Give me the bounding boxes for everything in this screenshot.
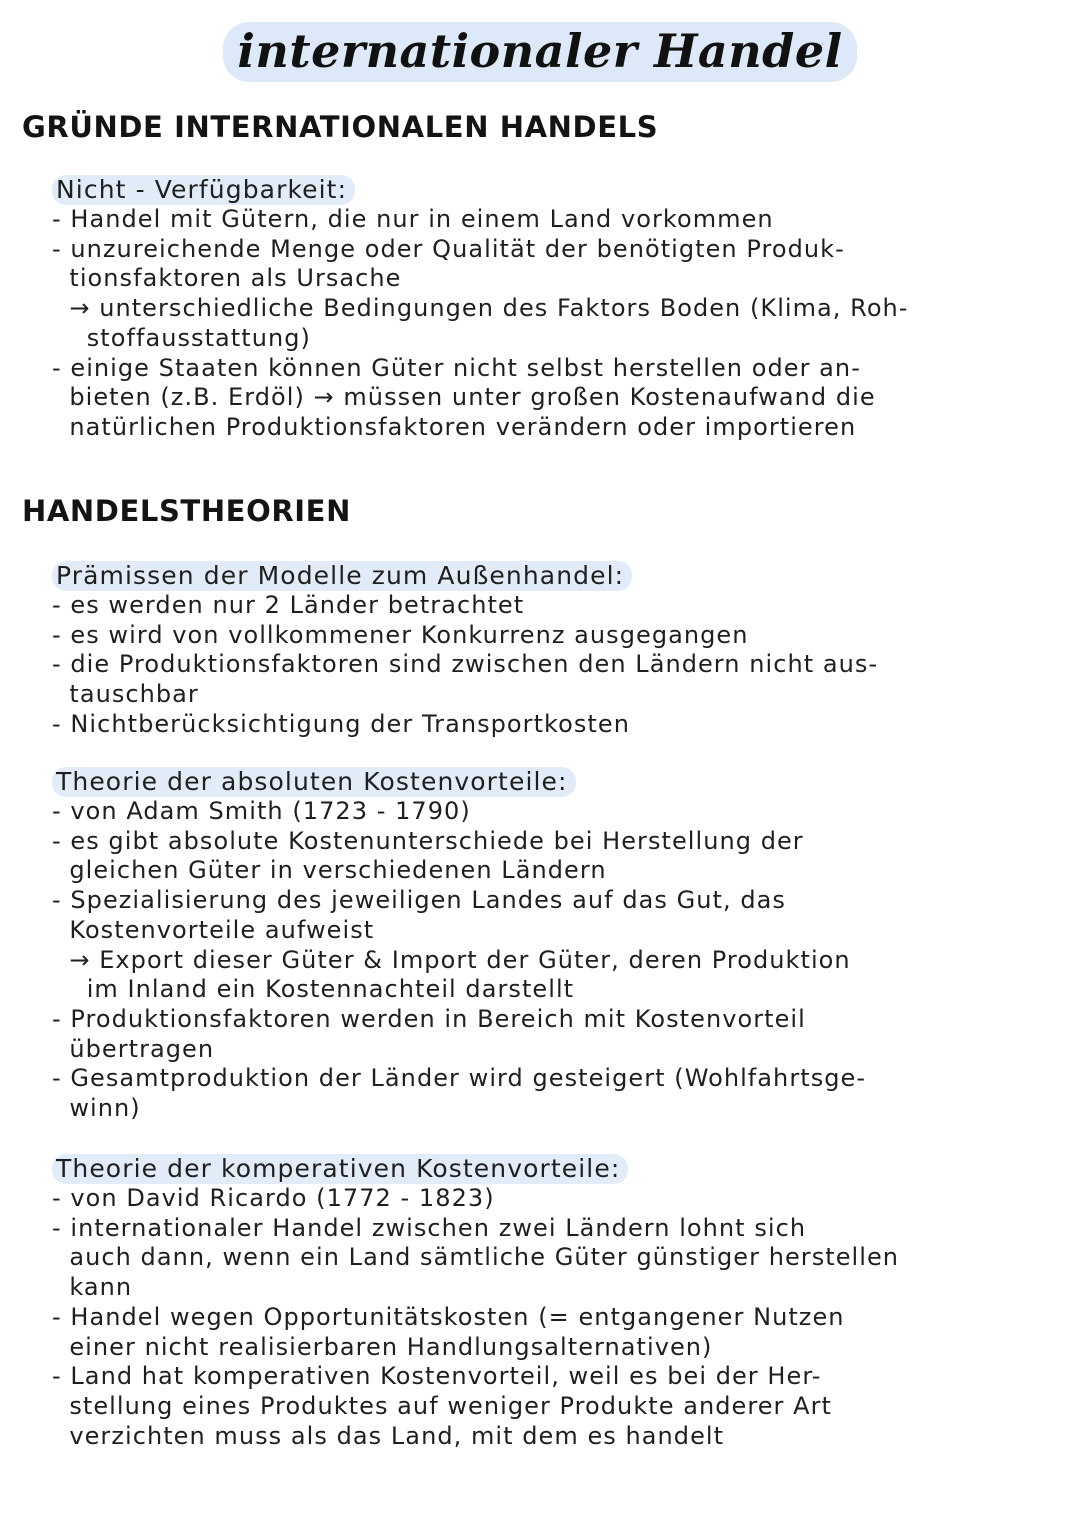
- page-title: internationaler Handel: [223, 22, 856, 82]
- text-line: kann: [52, 1273, 133, 1302]
- text-line: - Handel wegen Opportunitätskosten (= entgangener Nutzen: [52, 1302, 845, 1331]
- text-line: - die Produktionsfaktoren sind zwischen den Ländern nicht aus-: [52, 650, 879, 679]
- text-line: - unzureichende Menge oder Qualität der benötigten Produk-: [52, 234, 845, 263]
- text-line: - Nichtberücksichtigung der Transportkosten: [52, 709, 630, 738]
- text-line: → unterschiedliche Bedingungen des Faktors Boden (Klima, Roh-: [52, 294, 909, 323]
- subheading-non-availability: Nicht - Verfügbarkeit:: [52, 175, 355, 205]
- text-line: - Land hat komperativen Kostenvorteil, weil es bei der Her-: [52, 1362, 822, 1391]
- text-line: im Inland ein Kostennachteil darstellt: [52, 975, 575, 1004]
- section-heading-theories: HANDELSTHEORIEN: [22, 494, 351, 528]
- text-line: - von Adam Smith (1723 - 1790): [52, 797, 471, 825]
- text-line: auch dann, wenn ein Land sämtliche Güter günstiger herstellen: [52, 1243, 900, 1272]
- subheading-premises: Prämissen der Modelle zum Außenhandel:: [52, 561, 632, 591]
- text-line: einer nicht realisierbaren Handlungsalternativen): [52, 1332, 713, 1361]
- text-line: übertragen: [52, 1034, 215, 1063]
- title-area: [0, 22, 1080, 82]
- text-line: natürlichen Produktionsfaktoren verändern oder importieren: [52, 412, 857, 441]
- text-line: - internationaler Handel zwischen zwei Ländern lohnt sich: [52, 1213, 807, 1242]
- text-line: gleichen Güter in verschiedenen Ländern: [52, 856, 607, 885]
- block-comparative-advantage: [52, 1154, 1062, 1451]
- text-line: tauschbar: [52, 680, 199, 709]
- text-line: stellung eines Produktes auf weniger Produkte anderer Art: [52, 1391, 832, 1420]
- text-line: - es gibt absolute Kostenunterschiede bei Herstellung der: [52, 826, 804, 855]
- text-line: - einige Staaten können Güter nicht selbst herstellen oder an-: [52, 353, 861, 382]
- text-line: - von David Ricardo (1772 - 1823): [52, 1184, 495, 1212]
- section-heading-reasons: GRÜNDE INTERNATIONALEN HANDELS: [22, 110, 659, 144]
- text-line: - Produktionsfaktoren werden in Bereich mit Kostenvorteil: [52, 1004, 806, 1033]
- text-line: - Spezialisierung des jeweiligen Landes auf das Gut, das: [52, 886, 786, 915]
- text-line: Kostenvorteile aufweist: [52, 915, 375, 944]
- text-line: winn): [52, 1094, 141, 1123]
- subheading-comparative-advantage: Theorie der komperativen Kostenvorteile:: [52, 1154, 628, 1184]
- text-line: verzichten muss als das Land, mit dem es handelt: [52, 1421, 725, 1450]
- text-line: → Export dieser Güter & Import der Güter, deren Produktion: [52, 945, 851, 974]
- text-line: stoffausstattung): [52, 323, 311, 352]
- text-line: bieten (z.B. Erdöl) → müssen unter großen Kostenaufwand die: [52, 383, 876, 412]
- block-premises: [52, 561, 1062, 740]
- block-non-availability: [52, 175, 1062, 443]
- subheading-absolute-advantage: Theorie der absoluten Kostenvorteile:: [52, 767, 576, 797]
- text-line: - Handel mit Gütern, die nur in einem Land vorkommen: [52, 205, 774, 233]
- text-line: - Gesamtproduktion der Länder wird gesteigert (Wohlfahrtsge-: [52, 1064, 867, 1093]
- text-line: - es werden nur 2 Länder betrachtet: [52, 591, 525, 619]
- text-line: tionsfaktoren als Ursache: [52, 264, 402, 293]
- text-line: - es wird von vollkommener Konkurrenz ausgegangen: [52, 620, 749, 649]
- block-absolute-advantage: [52, 767, 1062, 1124]
